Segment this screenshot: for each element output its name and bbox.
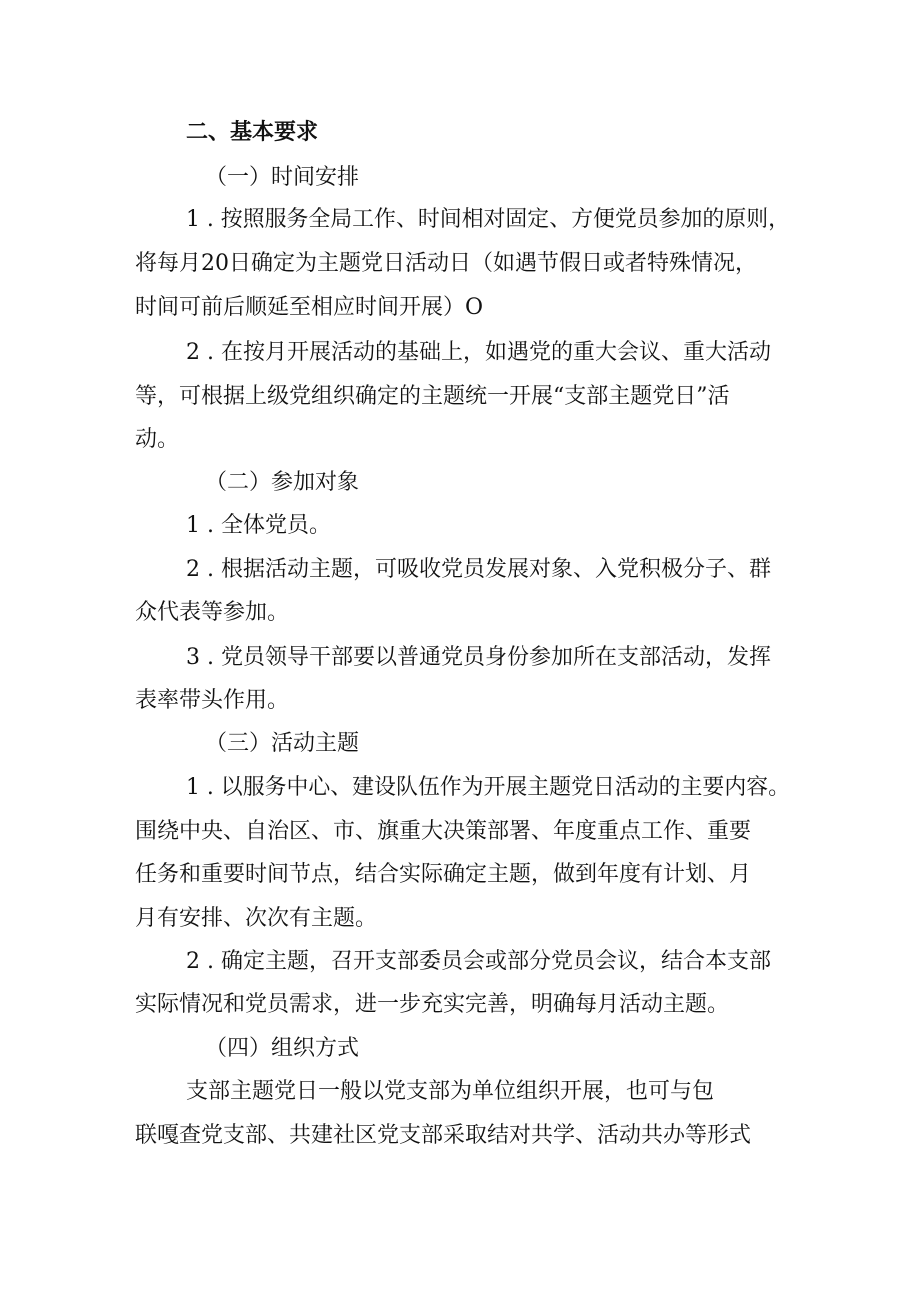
paragraph-line: 众代表等参加。 (135, 600, 290, 625)
paragraph-line: 2 . 在按月开展活动的基础上，如遇党的重大会议、重大活动 (186, 340, 771, 365)
paragraph-line: 2 . 确定主题，召开支部委员会或部分党员会议，结合本支部 (186, 949, 771, 974)
paragraph-line: 表率带头作用。 (135, 688, 290, 713)
paragraph-line: 1 . 全体党员。 (186, 513, 331, 538)
paragraph-line: 等，可根据上级党组织确定的主题统一开展“支部主题党日”活 (135, 384, 730, 409)
subsection-title-time: （一）时间安排 (205, 165, 360, 190)
paragraph-line: 2 . 根据活动主题，可吸收党员发展对象、入党积极分子、群 (186, 557, 771, 582)
paragraph-line: 时间可前后顺延至相应时间开展）O (135, 295, 484, 320)
paragraph-line: 1 . 以服务中心、建设队伍作为开展主题党日活动的主要内容。 (186, 775, 791, 800)
paragraph-line: 月有安排、次次有主题。 (135, 906, 378, 931)
paragraph-line: 联嘎查党支部、共建社区党支部采取结对共学、活动共办等形式 (135, 1123, 752, 1148)
subsection-title-participants: （二）参加对象 (205, 470, 360, 495)
section-heading: 二、基本要求 (186, 120, 319, 145)
paragraph-line: 任务和重要时间节点，结合实际确定主题，做到年度有计划、月 (135, 862, 752, 887)
paragraph-line: 围绕中央、自治区、市、旗重大决策部署、年度重点工作、重要 (135, 819, 752, 844)
subsection-title-organization: （四）组织方式 (205, 1036, 360, 1061)
paragraph-line: 支部主题党日一般以党支部为单位组织开展，也可与包 (186, 1079, 715, 1104)
paragraph-line: 将每月20日确定为主题党日活动日（如遇节假日或者特殊情况， (135, 251, 757, 276)
subsection-title-theme: （三）活动主题 (205, 731, 360, 756)
paragraph-line: 动。 (135, 427, 180, 452)
paragraph-line: 实际情况和党员需求，进一步充实完善，明确每月活动主题。 (135, 992, 730, 1017)
paragraph-line: 3 . 党员领导干部要以普通党员身份参加所在支部活动，发挥 (186, 645, 771, 670)
paragraph-line: 1 . 按照服务全局工作、时间相对固定、方便党员参加的原则， (186, 207, 791, 232)
